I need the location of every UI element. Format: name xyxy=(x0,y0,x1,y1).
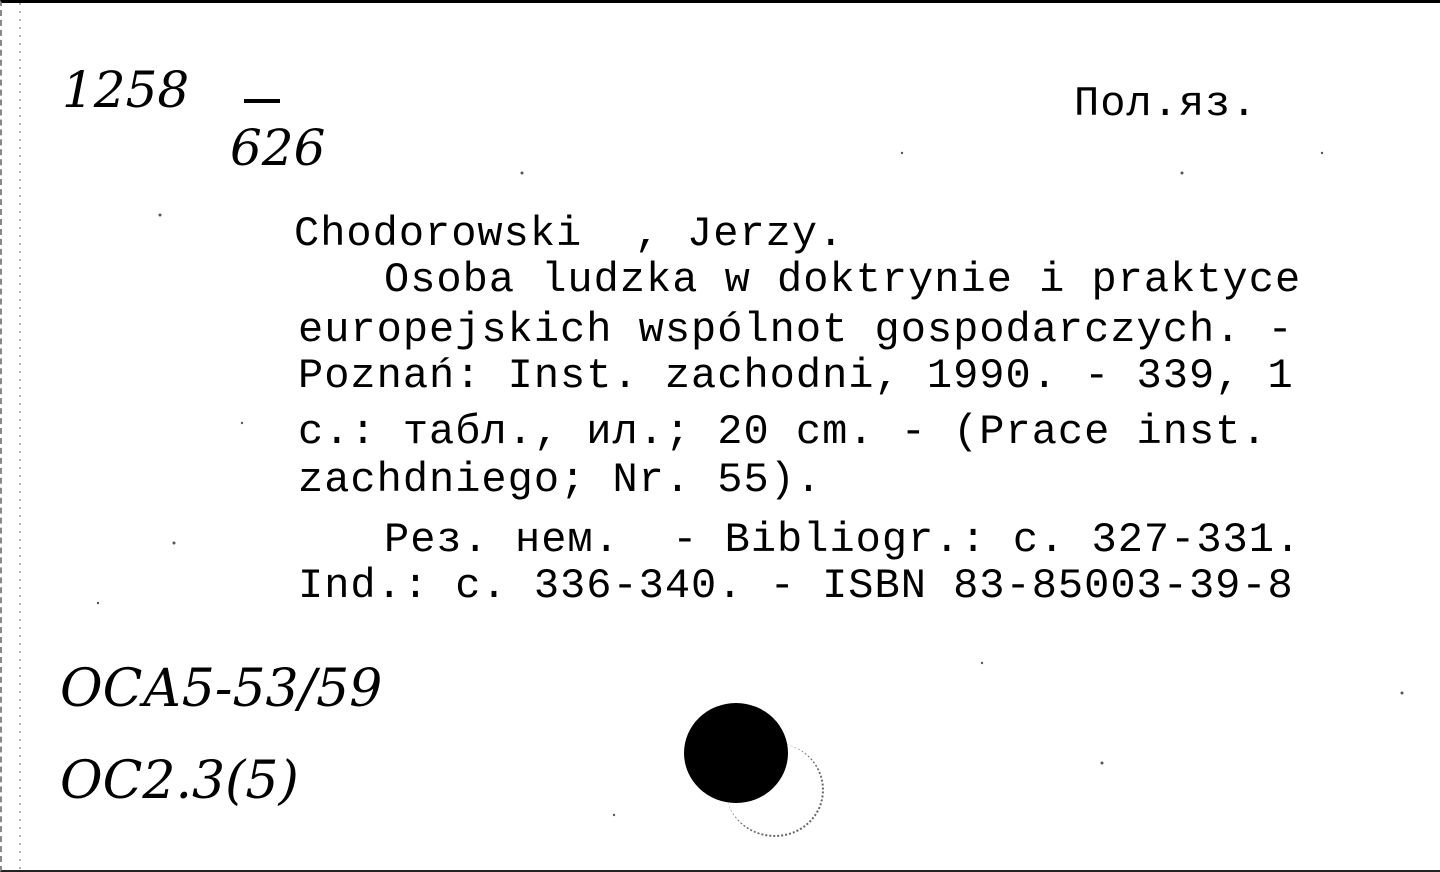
publication-line: Poznań: Inst. zachodni, 1990. - 339, 1 xyxy=(298,352,1294,400)
title-line-1: Osoba ludzka w doktrynie i praktyce xyxy=(384,256,1302,304)
catalog-subnumber: 626 xyxy=(230,119,326,177)
notes-line-1: Рез. нем. - Bibliogr.: c. 327-331. xyxy=(384,516,1302,564)
author-heading: Chodorowski , Jerzy. xyxy=(294,210,845,258)
title-line-2: europejskich wspólnot gospodarczych. - xyxy=(298,306,1294,354)
physical-description-line: c.: табл., ил.; 20 cm. - (Prace inst. xyxy=(298,408,1268,456)
notes-line-2: Ind.: c. 336-340. - ISBN 83-85003-39-8 xyxy=(298,562,1294,610)
shelf-mark-1: ОСА5-53/59 xyxy=(60,659,383,719)
language-label: Пол.яз. xyxy=(1074,80,1258,128)
catalog-number-bar xyxy=(244,99,280,103)
catalog-number: 1258 xyxy=(62,61,190,119)
shelf-mark-2: ОС2.3(5) xyxy=(60,751,299,811)
punch-hole xyxy=(684,703,788,803)
series-line: zachdniego; Nr. 55). xyxy=(298,456,823,504)
